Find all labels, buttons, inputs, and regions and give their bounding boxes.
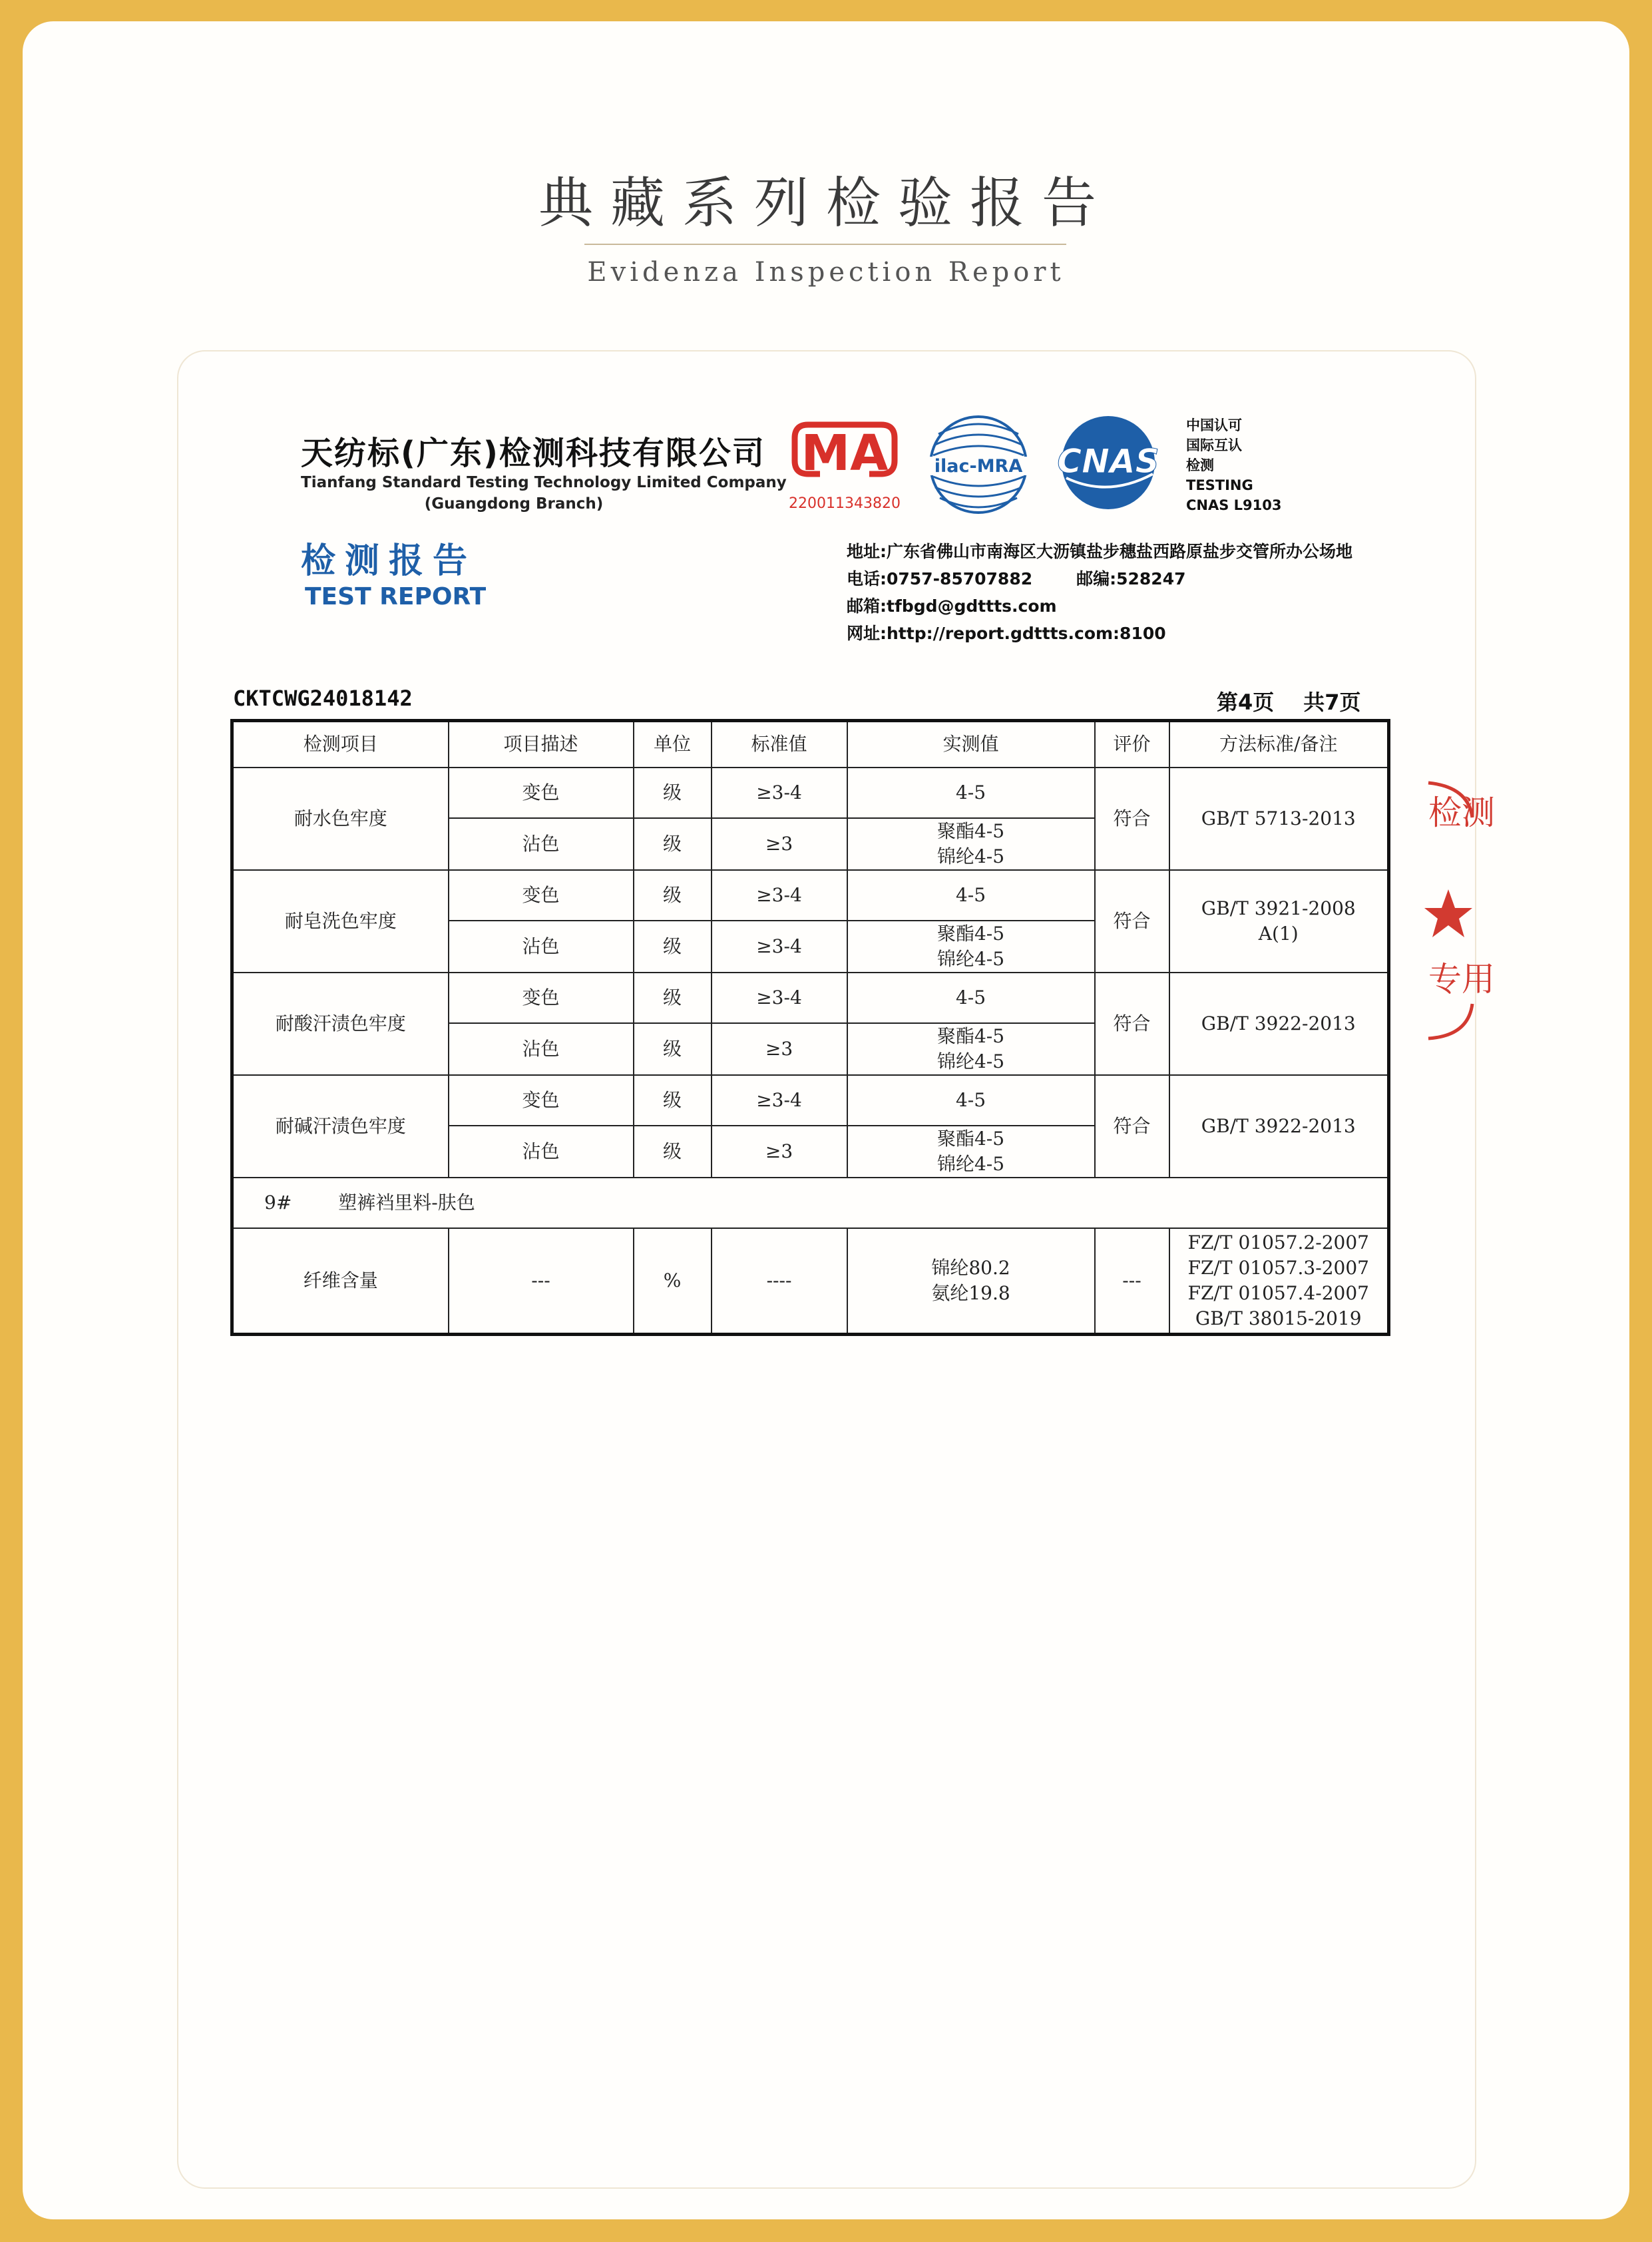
table-row xyxy=(232,973,1389,1023)
measured-value xyxy=(847,818,1095,870)
method-standard-line: A(1) xyxy=(1258,922,1299,945)
page-total: 共7页 xyxy=(1303,690,1361,715)
item-description: 变色 xyxy=(449,973,634,1023)
evaluation: 符合 xyxy=(1095,768,1169,870)
page-subtitle: Evidenza Inspection Report xyxy=(587,257,1065,288)
measured-value-line: 氨纶19.8 xyxy=(931,1281,1010,1304)
evaluation: 符合 xyxy=(1095,1075,1169,1178)
svg-text:CNAS: CNAS xyxy=(1057,442,1159,481)
report-label-cn: 检测报告 xyxy=(301,541,477,581)
title-divider xyxy=(584,244,1066,245)
measured-value-line: 聚酯4-5 xyxy=(936,922,1005,945)
method-standard-line: GB/T 3922-2013 xyxy=(1201,1012,1356,1034)
measured-value xyxy=(847,1126,1095,1178)
email: 邮箱:tfbgd@gdttts.com xyxy=(847,596,1057,616)
test-item: 耐碱汗渍色牢度 xyxy=(232,1075,449,1178)
unit: 级 xyxy=(634,1126,712,1178)
measured-value xyxy=(847,1023,1095,1075)
measured-value-line: 锦纶4-5 xyxy=(936,1050,1005,1072)
standard-value: ≥3-4 xyxy=(712,768,847,818)
company-name-cn: 天纺标(广东)检测科技有限公司 xyxy=(301,435,765,472)
unit: 级 xyxy=(634,921,712,973)
column-header: 实测值 xyxy=(847,721,1095,768)
measured-value-line: 聚酯4-5 xyxy=(936,1127,1005,1150)
sample-section-row xyxy=(232,1178,1389,1228)
svg-text:MA: MA xyxy=(801,425,889,482)
test-item: 耐水色牢度 xyxy=(232,768,449,870)
unit: 级 xyxy=(634,973,712,1023)
measured-value-line: 4-5 xyxy=(955,781,986,803)
inspection-seal xyxy=(1428,778,1495,1044)
item-description: --- xyxy=(449,1228,634,1335)
test-item: 耐皂洗色牢度 xyxy=(232,870,449,973)
contact-block xyxy=(847,538,1352,647)
report-number: CKTCWG24018142 xyxy=(233,686,413,711)
unit: 级 xyxy=(634,1075,712,1126)
sample-section xyxy=(232,1178,1389,1228)
ilac-mra-logo-icon xyxy=(925,407,1032,522)
method-standard-line: FZ/T 01057.2-2007 xyxy=(1187,1231,1369,1253)
method-standard-line: GB/T 38015-2019 xyxy=(1195,1307,1362,1329)
phone: 电话:0757-85707882 xyxy=(847,569,1033,588)
standard-value: ≥3 xyxy=(712,1023,847,1075)
item-description: 变色 xyxy=(449,870,634,921)
column-header: 单位 xyxy=(634,721,712,768)
company-branch: (Guangdong Branch) xyxy=(424,495,604,513)
column-header: 评价 xyxy=(1095,721,1169,768)
evaluation: --- xyxy=(1095,1228,1169,1335)
report-label-en: TEST REPORT xyxy=(305,583,487,610)
table-header-row xyxy=(232,721,1389,768)
measured-value-line: 聚酯4-5 xyxy=(936,819,1005,842)
item-description: 沾色 xyxy=(449,818,634,870)
cma-number: 220011343820 xyxy=(789,495,901,512)
column-header: 检测项目 xyxy=(232,721,449,768)
item-description: 沾色 xyxy=(449,921,634,973)
measured-value-line: 锦纶4-5 xyxy=(936,947,1005,970)
measured-value-line: 锦纶4-5 xyxy=(936,845,1005,867)
method-standard xyxy=(1169,1075,1389,1178)
item-description: 沾色 xyxy=(449,1023,634,1075)
svg-text:检测: 检测 xyxy=(1428,793,1495,832)
measured-value-line: 4-5 xyxy=(955,883,986,906)
method-standard-line: FZ/T 01057.4-2007 xyxy=(1187,1281,1369,1304)
measured-value-line: 4-5 xyxy=(955,1088,986,1111)
test-results-table xyxy=(230,719,1390,1336)
page-number: 第4页 xyxy=(1217,690,1275,715)
svg-text:专用: 专用 xyxy=(1428,960,1495,999)
svg-text:ilac-MRA: ilac-MRA xyxy=(934,456,1023,477)
standard-value: ≥3-4 xyxy=(712,1075,847,1126)
measured-value-line: 锦纶80.2 xyxy=(931,1256,1010,1279)
item-description: 变色 xyxy=(449,768,634,818)
item-description: 变色 xyxy=(449,1075,634,1126)
sample-number: 9# xyxy=(264,1191,292,1214)
measured-value-line: 4-5 xyxy=(955,986,986,1009)
column-header: 标准值 xyxy=(712,721,847,768)
table-row xyxy=(232,1075,1389,1126)
address: 地址:广东省佛山市南海区大沥镇盐步穗盐西路原盐步交管所办公场地 xyxy=(847,542,1353,561)
unit: 级 xyxy=(634,818,712,870)
standard-value: ≥3 xyxy=(712,818,847,870)
unit: % xyxy=(634,1228,712,1335)
unit: 级 xyxy=(634,870,712,921)
standard-value: ≥3-4 xyxy=(712,870,847,921)
page-title: 典藏系列检验报告 xyxy=(538,172,1114,235)
table-row xyxy=(232,768,1389,818)
method-standard-line: FZ/T 01057.3-2007 xyxy=(1187,1256,1369,1279)
cnas-logo-icon xyxy=(1046,413,1170,513)
page-info xyxy=(1217,686,1361,716)
unit: 级 xyxy=(634,1023,712,1075)
measured-value xyxy=(847,1228,1095,1335)
standard-value: ≥3-4 xyxy=(712,921,847,973)
item-description: 沾色 xyxy=(449,1126,634,1178)
method-standard-line: GB/T 5713-2013 xyxy=(1201,807,1356,829)
unit: 级 xyxy=(634,768,712,818)
sample-name: 塑裤裆里料-肤色 xyxy=(338,1191,475,1214)
cnas-accreditation-text: 中国认可 国际互认 检测 TESTING CNAS L9103 xyxy=(1186,417,1282,513)
measured-value xyxy=(847,921,1095,973)
method-standard xyxy=(1169,768,1389,870)
measured-value-line: 聚酯4-5 xyxy=(936,1024,1005,1047)
measured-value xyxy=(847,768,1095,818)
method-standard xyxy=(1169,973,1389,1075)
test-item: 纤维含量 xyxy=(232,1228,449,1335)
company-name-en: Tianfang Standard Testing Technology Limited Company xyxy=(301,474,787,491)
standard-value: ---- xyxy=(712,1228,847,1335)
evaluation: 符合 xyxy=(1095,870,1169,973)
standard-value: ≥3-4 xyxy=(712,973,847,1023)
test-item: 耐酸汗渍色牢度 xyxy=(232,973,449,1075)
table-row xyxy=(232,1228,1389,1335)
measured-value xyxy=(847,870,1095,921)
measured-value xyxy=(847,973,1095,1023)
method-standard xyxy=(1169,870,1389,973)
postcode: 邮编:528247 xyxy=(1076,569,1186,588)
measured-value-line: 锦纶4-5 xyxy=(936,1152,1005,1175)
table-row xyxy=(232,870,1389,921)
column-header: 项目描述 xyxy=(449,721,634,768)
evaluation: 符合 xyxy=(1095,973,1169,1075)
standard-value: ≥3 xyxy=(712,1126,847,1178)
method-standard-line: GB/T 3921-2008 xyxy=(1201,897,1356,919)
measured-value xyxy=(847,1075,1095,1126)
column-header: 方法标准/备注 xyxy=(1169,721,1389,768)
method-standard xyxy=(1169,1228,1389,1335)
method-standard-line: GB/T 3922-2013 xyxy=(1201,1114,1356,1137)
website: 网址:http://report.gdttts.com:8100 xyxy=(847,624,1166,643)
